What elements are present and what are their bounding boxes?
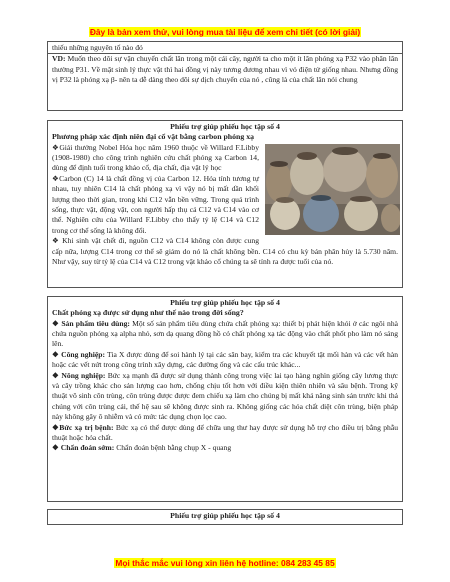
worksheet-help-box-carbon-dating <box>47 120 403 288</box>
hotline-banner: Mọi thắc mắc vui lòng xin liên hệ hotline: 084 283 45 85 <box>115 558 335 568</box>
use-item-radiotherapy: ❖Bức xạ trị bệnh: Bức xạ có thể được dùng để chữa ung thư hay được sử dụng hỗ trợ cho điều trị bằng phẫu thuật hoặc hóa chất. <box>52 422 398 442</box>
use-item-diagnosis: ❖ Chẩn đoán sớm: Chẩn đoán bệnh bằng chụp X - quang <box>52 443 232 453</box>
ancient-pottery-photo <box>265 144 400 235</box>
box-heading: Phiếu trợ giúp phiếu học tập số 4 <box>170 122 280 131</box>
use-item-industry: ❖ Công nghiệp: Tia X được dùng để soi hành lý tại các sân bay, kiểm tra các khuyết tật mối hàn và các vết hàn hoặc các vết nứt trong công trình xây dựng, các đường ống và các cấu trúc khác... <box>52 349 398 370</box>
carbon14-paragraph: ❖Carbon (C) 14 là chất đồng vị của Carbon 12. Hóa tính tương tự nhau, tuy nhiên C14 là chất phóng xạ vì vậy nó bị mất dần khối lượng theo thời gian, trong khi C12 vẫn bền vững. Trong quá trình sống, thực vật, động vật, con người hấp thụ cả C12 và C14 vào cơ thể. Nghiên cứu của Willard F.Libby cho thấy tỷ lệ C14 và C12 trong cơ thể sống là không đổi. <box>52 173 259 235</box>
worksheet-help-box-next <box>47 509 403 525</box>
use-item-agriculture: ❖ Nông nghiệp: Bức xạ mạnh đã được sử dụng thành công trong việc lai tạo hàng nghìn giống cây lương thực và cây trồng khác cho sản lượng cao hơn, chống chịu tốt hơn với điều kiện thiên nhiên và sâu bệnh. Trong kỹ thuật vô sinh côn trùng, côn trùng được được đem chiếu xạ làm cho chúng bị mất khả năng sinh sản trước khi thả chúng với côn trùng cái, thế hệ sau sẽ không được sinh ra. Không giống các hóa chất diệt côn trùng, biện pháp này không gây ô nhiễm và có mức tác dụng chọn lọc cao. <box>52 370 398 422</box>
example-paragraph <box>48 54 402 85</box>
box-subheading: Chất phóng xạ được sử dụng như thế nào trong đời sống? <box>52 308 244 317</box>
box-subheading: Phương pháp xác định niên đại cổ vật bằng carbon phóng xạ <box>52 132 255 141</box>
use-item-consumer: ❖ Sản phẩm tiêu dùng: Một số sản phẩm tiêu dùng chứa chất phóng xạ: thiết bị phát hiện khói ở các ngôi nhà chứa nguồn phóng xạ alpha nhỏ, sơn dạ quang đồng hồ có chất phóng xạ tác động vào chất phốt pho làm nó sáng lên. <box>52 318 398 349</box>
box-heading: Phiếu trợ giúp phiếu học tập số 4 <box>170 298 280 307</box>
worksheet-help-box-radioactive-uses <box>47 296 403 502</box>
half-life-paragraph: ❖ Khi sinh vật chết đi, nguồn C12 và C14 không còn được cung cấp nữa, lượng C14 trong cơ thể sẽ giảm do nó là chất không bền. C14 có chu kỳ bán phân hủy là 5.730 năm. Như vậy, suy từ tỷ lệ của C14 và C12 trong vật khảo cổ chúng ta sẽ tính ra được tuổi của nó. <box>52 236 398 266</box>
example-text: Muốn theo dõi sự vận chuyển chất lân trong một cái cây, người ta cho một ít lân phóng xạ P32 vào phân lân thường P31. Về mặt sinh lý thực vật thì hai đồng vị này tương đương nhau vì vỏ điện tử giống nhau. Nhưng đồng vị P32 là phóng xạ β- nên ta dễ dàng theo dõi sự dịch chuyển của nó , cũng là của chất lân nói chung <box>52 54 398 85</box>
continuation-box <box>47 41 403 111</box>
nobel-paragraph: ❖Giải thưởng Nobel Hóa học năm 1960 thuộc về Willard F.Libby (1908-1980) cho công trình nghiên cứu chất phóng xạ Carbon 14, dùng để định tuổi trong khảo cổ, địa chất, địa vật lý học <box>52 142 259 173</box>
box-heading: Phiếu trợ giúp phiếu học tập số 4 <box>170 511 280 520</box>
example-label: VD: <box>52 54 66 64</box>
continuation-line: thiếu những nguyên tố nào đó <box>52 43 143 52</box>
preview-notice-banner: Đây là bản xem thử, vui lòng mua tài liệu để xem chi tiết (có lời giải) <box>89 27 361 37</box>
